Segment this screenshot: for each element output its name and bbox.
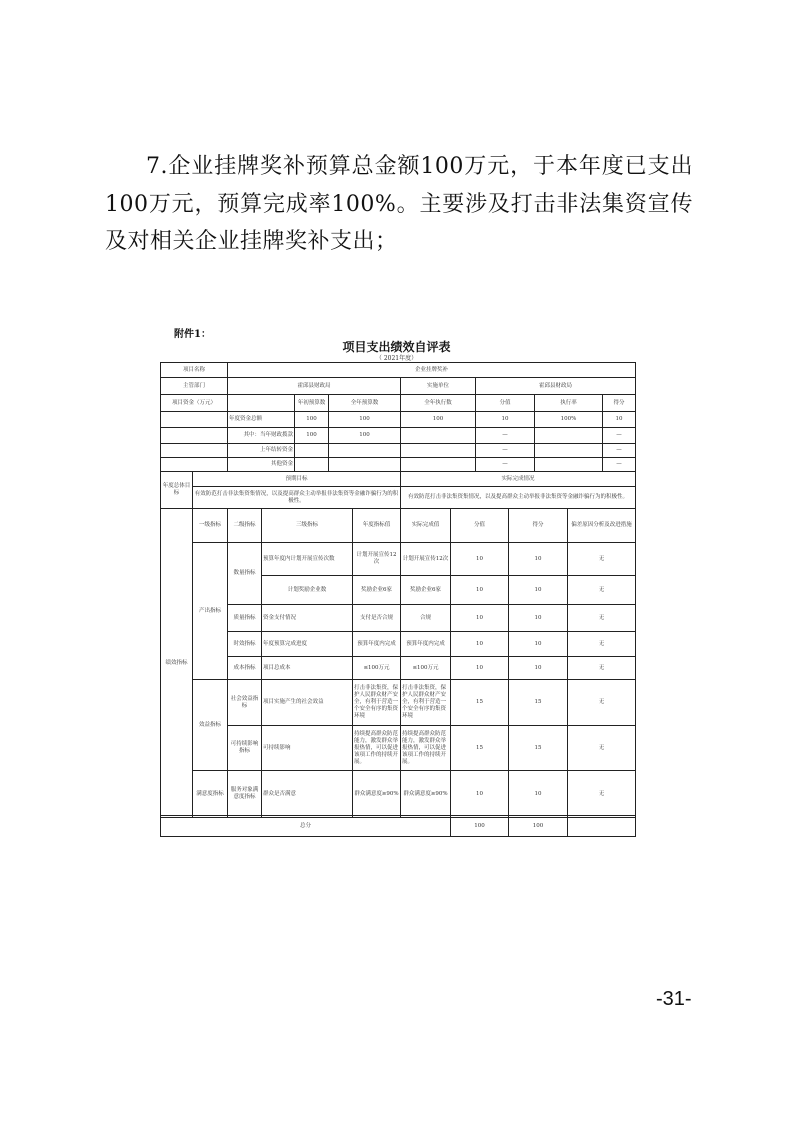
cell: — bbox=[476, 428, 535, 444]
table-title: 项目支出绩效自评表 bbox=[342, 340, 451, 354]
target: 预算年度内完成 bbox=[353, 632, 401, 657]
label: 主管部门 bbox=[161, 378, 228, 395]
header: 二级指标 bbox=[228, 509, 262, 543]
score: 10 bbox=[451, 576, 509, 605]
got: 15 bbox=[509, 726, 568, 771]
l2: 数量指标 bbox=[228, 543, 262, 605]
target: ≤100万元 bbox=[353, 657, 401, 680]
funds-table bbox=[160, 362, 636, 472]
table-row bbox=[161, 680, 636, 726]
cell: 100 bbox=[329, 412, 401, 428]
note: 无 bbox=[568, 543, 636, 576]
target: 支付是否合规 bbox=[353, 605, 401, 632]
side-label: 绩效指标 bbox=[161, 509, 193, 818]
header: 预期目标 bbox=[193, 472, 401, 487]
got: 15 bbox=[509, 680, 568, 726]
project-name: 企业挂牌奖补 bbox=[228, 363, 636, 378]
cell: — bbox=[476, 458, 535, 472]
got: 10 bbox=[509, 605, 568, 632]
l2: 社会效益指标 bbox=[228, 680, 262, 726]
row-label: 上年结转资金 bbox=[228, 444, 295, 458]
cell bbox=[295, 444, 329, 458]
actual: 打击非法集资，保护人民群众财产安全，有利于营造一个安全有序的集资环境 bbox=[401, 680, 451, 726]
got: 10 bbox=[509, 771, 568, 818]
actual: 持续提高群众防范能力，激发群众举报热情，可以促进该项工作的持续开展。 bbox=[401, 726, 451, 771]
target: 计划开展宣传12次 bbox=[353, 543, 401, 576]
got: 10 bbox=[509, 657, 568, 680]
cell bbox=[295, 458, 329, 472]
attachment-label: 附件1： bbox=[174, 329, 211, 340]
table-row bbox=[161, 771, 636, 818]
header: 一级指标 bbox=[193, 509, 228, 543]
l3: 群众是否满意 bbox=[262, 771, 353, 818]
l2: 成本指标 bbox=[228, 657, 262, 680]
l3: 项目总成本 bbox=[262, 657, 353, 680]
target: 打击非法集资，保护人民群众财产安全，有利于营造一个安全有序的集资环境 bbox=[353, 680, 401, 726]
score: 10 bbox=[451, 657, 509, 680]
performance-table bbox=[160, 508, 636, 818]
table-row bbox=[161, 412, 636, 428]
actual: 奖励企业6家 bbox=[401, 576, 451, 605]
l3: 资金支付情况 bbox=[262, 605, 353, 632]
target: 持续提高群众防范能力，激发群众举报热情，可以促进该项工作的持续开展。 bbox=[353, 726, 401, 771]
header: 年度指标值 bbox=[353, 509, 401, 543]
l3: 年度预算完成进度 bbox=[262, 632, 353, 657]
cell bbox=[535, 458, 603, 472]
cell: — bbox=[476, 444, 535, 458]
label: 项目名称 bbox=[161, 363, 228, 378]
table-row bbox=[161, 657, 636, 680]
note: 无 bbox=[568, 576, 636, 605]
expected-goal: 有效防范打击非法集资集情况，以及提高群众主动举报非法集资等金融诈骗行为的积极性。 bbox=[193, 487, 401, 509]
got: 10 bbox=[509, 576, 568, 605]
table-row bbox=[161, 444, 636, 458]
score: 15 bbox=[451, 726, 509, 771]
table-row bbox=[161, 543, 636, 576]
total-label: 总分 bbox=[161, 816, 451, 837]
label: 项目资金（万元） bbox=[161, 395, 228, 412]
score: 15 bbox=[451, 680, 509, 726]
l3: 项目实施产生的社会效益 bbox=[262, 680, 353, 726]
l1: 效益指标 bbox=[193, 680, 228, 771]
cell: 100 bbox=[295, 412, 329, 428]
cell: — bbox=[603, 428, 636, 444]
cell: 10 bbox=[476, 412, 535, 428]
l3: 计划奖励企业数 bbox=[262, 576, 353, 605]
label: 实施单位 bbox=[401, 378, 476, 395]
note: 无 bbox=[568, 726, 636, 771]
cell bbox=[401, 428, 476, 444]
actual: 预算年度内完成 bbox=[401, 632, 451, 657]
got: 10 bbox=[509, 543, 568, 576]
got: 10 bbox=[509, 632, 568, 657]
cell: — bbox=[603, 458, 636, 472]
header: 三级指标 bbox=[262, 509, 353, 543]
target: 群众满意度≥90% bbox=[353, 771, 401, 818]
l2: 服务对象满意度指标 bbox=[228, 771, 262, 818]
cell: 100 bbox=[295, 428, 329, 444]
header: 全年执行数 bbox=[401, 395, 476, 412]
actual: 群众满意度≥90% bbox=[401, 771, 451, 818]
header: 实际完成值 bbox=[401, 509, 451, 543]
note: 无 bbox=[568, 657, 636, 680]
cell bbox=[329, 444, 401, 458]
page-number: -31- bbox=[656, 988, 692, 1010]
header: 得分 bbox=[509, 509, 568, 543]
score: 10 bbox=[451, 543, 509, 576]
header: 实际完成情况 bbox=[401, 472, 636, 487]
total-score: 100 bbox=[451, 816, 509, 837]
header: 得分 bbox=[603, 395, 636, 412]
header: 偏差原因分析及改进措施 bbox=[568, 509, 636, 543]
cell: 100 bbox=[329, 428, 401, 444]
header: 分值 bbox=[451, 509, 509, 543]
header: 分值 bbox=[476, 395, 535, 412]
note: 无 bbox=[568, 605, 636, 632]
l2: 可持续影响指标 bbox=[228, 726, 262, 771]
score: 10 bbox=[451, 605, 509, 632]
goal-label: 年度总体目标 bbox=[161, 472, 193, 509]
actual: 合规 bbox=[401, 605, 451, 632]
row-label: 其中：当年财政拨款 bbox=[228, 428, 295, 444]
score: 10 bbox=[451, 771, 509, 818]
row-label: 其他资金 bbox=[228, 458, 295, 472]
table-row bbox=[161, 632, 636, 657]
target: 奖励企业6家 bbox=[353, 576, 401, 605]
score: 10 bbox=[451, 632, 509, 657]
header: 年初预算数 bbox=[295, 395, 329, 412]
table-row bbox=[161, 726, 636, 771]
l1: 满意度指标 bbox=[193, 771, 228, 818]
cell bbox=[401, 458, 476, 472]
actual: ≤100万元 bbox=[401, 657, 451, 680]
cell: 100% bbox=[535, 412, 603, 428]
total-got: 100 bbox=[509, 816, 568, 837]
table-row bbox=[161, 458, 636, 472]
note: 无 bbox=[568, 771, 636, 818]
actual-result: 有效防范打击非法集资集情况，以及提高群众主动举报非法集资等金融诈骗行为的积极性。 bbox=[401, 487, 636, 509]
l3: 预算年度内计划开展宣传次数 bbox=[262, 543, 353, 576]
cell bbox=[535, 444, 603, 458]
header: 全年预算数 bbox=[329, 395, 401, 412]
row-label: 年度资金总额 bbox=[228, 412, 295, 428]
l3: 可持续影响 bbox=[262, 726, 353, 771]
cell bbox=[329, 458, 401, 472]
table-subtitle: （ 2021年度） bbox=[375, 355, 418, 362]
table-row bbox=[161, 605, 636, 632]
body-paragraph: 7.企业挂牌奖补预算总金额100万元，于本年度已支出100万元，预算完成率100%。主要涉及打击非法集资宣传及对相关企业挂牌奖补支出； bbox=[105, 154, 693, 254]
dept: 霍邱县财政局 bbox=[228, 378, 401, 395]
actual: 计划开展宣传12次 bbox=[401, 543, 451, 576]
table-row bbox=[161, 428, 636, 444]
cell bbox=[401, 444, 476, 458]
total-table bbox=[160, 815, 636, 837]
l1: 产出指标 bbox=[193, 543, 228, 680]
l2: 时效指标 bbox=[228, 632, 262, 657]
cell: 10 bbox=[603, 412, 636, 428]
cell: 100 bbox=[401, 412, 476, 428]
goal-table bbox=[160, 471, 636, 509]
cell bbox=[535, 428, 603, 444]
l2: 质量指标 bbox=[228, 605, 262, 632]
impl: 霍邱县财政局 bbox=[476, 378, 636, 395]
header: 执行率 bbox=[535, 395, 603, 412]
note: 无 bbox=[568, 680, 636, 726]
cell: — bbox=[603, 444, 636, 458]
note: 无 bbox=[568, 632, 636, 657]
